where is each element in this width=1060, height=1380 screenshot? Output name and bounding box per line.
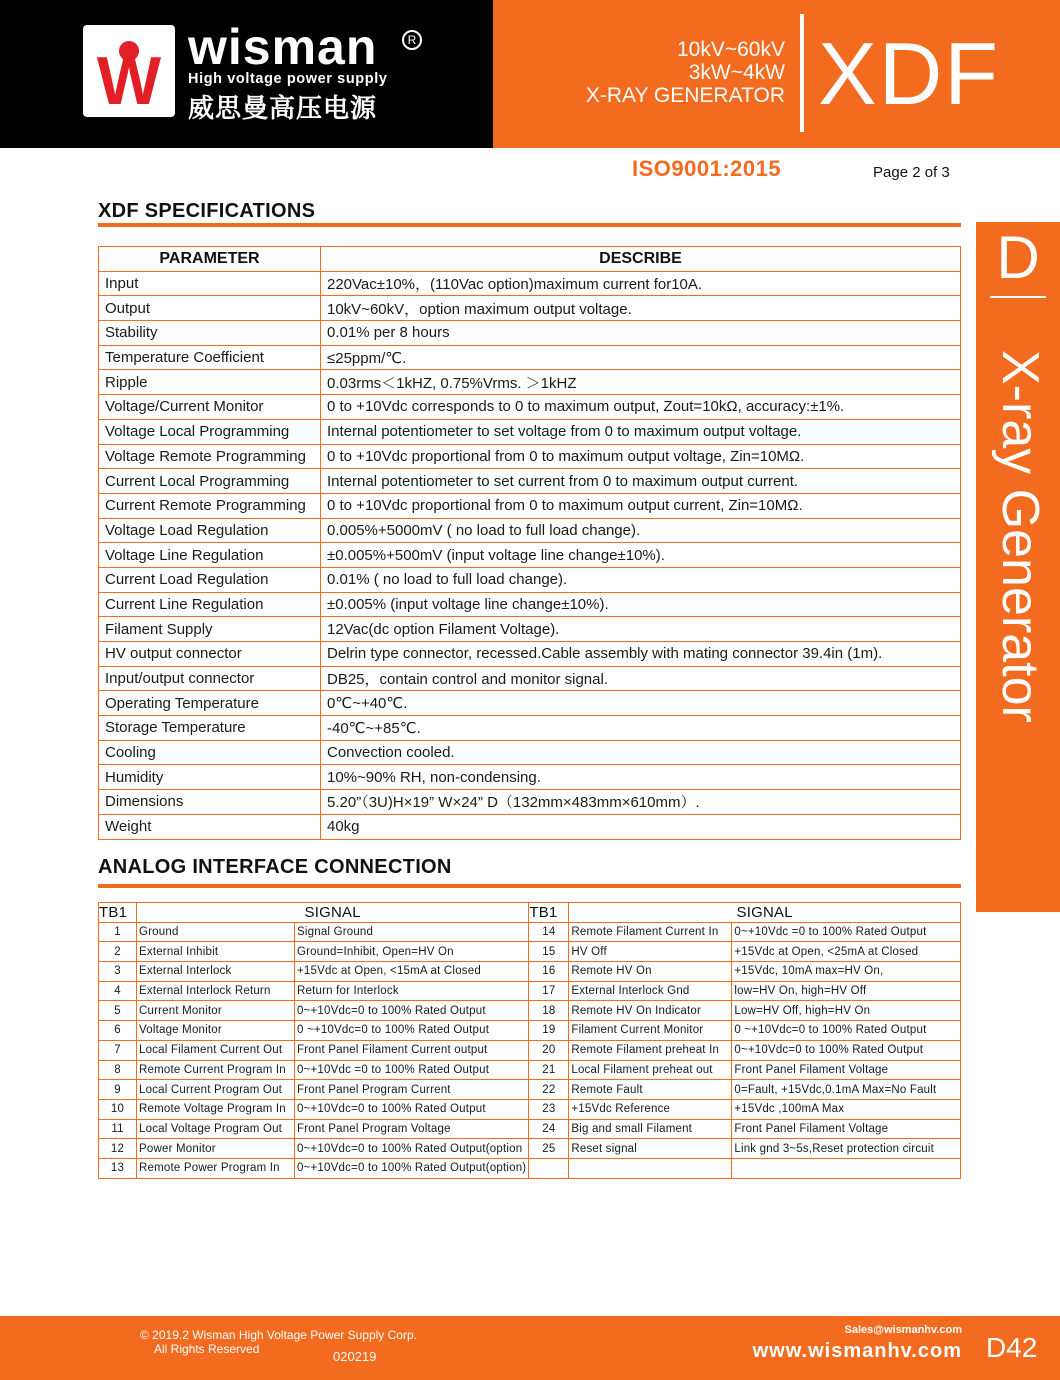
pin-signal: 0~+10Vdc =0 to 100% Rated Output	[295, 1060, 529, 1080]
footer-page-code: D42	[986, 1332, 1038, 1363]
pin-name: Local Filament preheat out	[569, 1060, 732, 1080]
pin-signal: 0~+10Vdc=0 to 100% Rated Output	[295, 1099, 529, 1119]
header-brand-panel	[0, 0, 493, 148]
spec-parameter: Output	[99, 296, 321, 321]
specs-title-rule	[98, 223, 961, 227]
interface-row	[99, 1021, 961, 1041]
pin-number: 11	[99, 1119, 137, 1139]
footer	[0, 1316, 1060, 1380]
brand-tagline: High voltage power supply	[188, 71, 388, 87]
spec-row	[99, 617, 961, 642]
side-tab-underline	[990, 296, 1046, 298]
pin-signal	[732, 1158, 961, 1178]
spec-power-range: 3kW~4kW	[688, 61, 785, 84]
col-signal-right: SIGNAL	[569, 903, 961, 923]
spec-description: Delrin type connector, recessed.Cable assembly with mating connector 39.4in (1m).	[321, 642, 961, 667]
spec-description: Internal potentiometer to set current from 0 to maximum output current.	[321, 469, 961, 494]
pin-signal: Front Panel Program Current	[295, 1080, 529, 1100]
interface-row	[99, 1060, 961, 1080]
pin-name: Local Current Program Out	[137, 1080, 295, 1100]
pin-name: Current Monitor	[137, 1001, 295, 1021]
interface-header-row	[99, 903, 961, 923]
pin-number: 4	[99, 981, 137, 1001]
pin-number: 18	[529, 1001, 569, 1021]
spec-row	[99, 469, 961, 494]
spec-row	[99, 395, 961, 420]
spec-parameter: Operating Temperature	[99, 691, 321, 716]
pin-number: 10	[99, 1099, 137, 1119]
pin-signal: Link gnd 3~5s,Reset protection circuit	[732, 1139, 961, 1159]
pin-signal: 0~+10Vdc=0 to 100% Rated Output(option)	[295, 1158, 529, 1178]
spec-parameter: Filament Supply	[99, 617, 321, 642]
pin-name: Remote HV On Indicator	[569, 1001, 732, 1021]
pin-number: 16	[529, 962, 569, 982]
spec-description: 0℃~+40℃.	[321, 691, 961, 716]
side-tab-label: X-ray Generator	[991, 350, 1049, 723]
spec-parameter: Voltage/Current Monitor	[99, 395, 321, 420]
interface-row	[99, 1139, 961, 1159]
spec-row	[99, 740, 961, 765]
header-divider	[800, 14, 804, 132]
spec-parameter: HV output connector	[99, 642, 321, 667]
interface-row	[99, 1099, 961, 1119]
model-name: XDF	[818, 24, 1000, 123]
logo-letter: W	[96, 43, 162, 119]
pin-number: 19	[529, 1021, 569, 1041]
spec-description: Internal potentiometer to set voltage from 0 to maximum output voltage.	[321, 419, 961, 444]
spec-row	[99, 567, 961, 592]
pin-number: 6	[99, 1021, 137, 1041]
spec-parameter: Current Line Regulation	[99, 592, 321, 617]
pin-number: 2	[99, 942, 137, 962]
interface-row	[99, 942, 961, 962]
spec-description: 0.03rms＜1kHZ, 0.75%Vrms. ＞1kHZ	[321, 370, 961, 395]
pin-number: 3	[99, 962, 137, 982]
pin-number: 24	[529, 1119, 569, 1139]
spec-description: -40℃~+85℃.	[321, 716, 961, 741]
pin-signal: 0~+10Vdc=0 to 100% Rated Output(option	[295, 1139, 529, 1159]
spec-row	[99, 296, 961, 321]
page-indicator: Page 2 of 3	[873, 164, 950, 181]
pin-number	[529, 1158, 569, 1178]
side-tab-letter: D	[996, 224, 1040, 291]
footer-copyright: © 2019.2 Wisman High Voltage Power Supply Corp.	[140, 1328, 417, 1342]
spec-parameter: Weight	[99, 814, 321, 839]
interface-row	[99, 1119, 961, 1139]
pin-name: External Inhibit	[137, 942, 295, 962]
spec-parameter: Voltage Line Regulation	[99, 543, 321, 568]
pin-name	[569, 1158, 732, 1178]
spec-parameter: Current Local Programming	[99, 469, 321, 494]
col-signal-left: SIGNAL	[137, 903, 529, 923]
footer-email-link[interactable]: Sales@wismanhv.com	[844, 1324, 962, 1336]
footer-doc-code: 020219	[333, 1349, 377, 1364]
pin-number: 9	[99, 1080, 137, 1100]
pin-name: External Interlock Gnd	[569, 981, 732, 1001]
spec-parameter: Temperature Coefficient	[99, 345, 321, 370]
spec-row	[99, 814, 961, 839]
spec-description: ±0.005% (input voltage line change±10%).	[321, 592, 961, 617]
spec-row	[99, 493, 961, 518]
spec-row	[99, 691, 961, 716]
pin-number: 12	[99, 1139, 137, 1159]
pin-name: Remote Power Program In	[137, 1158, 295, 1178]
spec-description: 0 to +10Vdc corresponds to 0 to maximum output, Zout=10kΩ, accuracy:±1%.	[321, 395, 961, 420]
pin-signal: 0=Fault, +15Vdc,0.1mA Max=No Fault	[732, 1080, 961, 1100]
pin-name: Remote HV On	[569, 962, 732, 982]
pin-signal: 0~+10Vdc=0 to 100% Rated Output	[732, 1040, 961, 1060]
spec-description: 0 to +10Vdc proportional from 0 to maximum output voltage, Zin=10MΩ.	[321, 444, 961, 469]
spec-row	[99, 592, 961, 617]
pin-signal: +15Vdc ,100mA Max	[732, 1099, 961, 1119]
spec-parameter: Current Remote Programming	[99, 493, 321, 518]
pin-number: 20	[529, 1040, 569, 1060]
spec-description: 0 to +10Vdc proportional from 0 to maximum output current, Zin=10MΩ.	[321, 493, 961, 518]
pin-signal: +15Vdc at Open, <15mA at Closed	[295, 962, 529, 982]
pin-name: Power Monitor	[137, 1139, 295, 1159]
col-tb1-left: TB1	[99, 903, 137, 923]
spec-parameter: Cooling	[99, 740, 321, 765]
pin-name: Local Voltage Program Out	[137, 1119, 295, 1139]
pin-signal: Ground=Inhibit, Open=HV On	[295, 942, 529, 962]
pin-name: Remote Current Program In	[137, 1060, 295, 1080]
spec-description: 220Vac±10%，(110Vac option)maximum current for10A.	[321, 271, 961, 296]
spec-parameter: Input/output connector	[99, 666, 321, 691]
pin-number: 15	[529, 942, 569, 962]
pin-number: 1	[99, 922, 137, 942]
interface-table	[98, 902, 961, 1179]
spec-row	[99, 642, 961, 667]
interface-row	[99, 1158, 961, 1178]
spec-row	[99, 345, 961, 370]
pin-number: 25	[529, 1139, 569, 1159]
spec-description: DB25，contain control and monitor signal.	[321, 666, 961, 691]
col-tb1-right: TB1	[529, 903, 569, 923]
spec-description: Convection cooled.	[321, 740, 961, 765]
spec-parameter: Humidity	[99, 765, 321, 790]
pin-signal: 0 ~+10Vdc=0 to 100% Rated Output	[295, 1021, 529, 1041]
interface-title-rule	[98, 884, 961, 888]
brand-chinese-name: 威思曼高压电源	[188, 93, 378, 123]
pin-number: 23	[529, 1099, 569, 1119]
pin-name: Voltage Monitor	[137, 1021, 295, 1041]
spec-description: ≤25ppm/℃.	[321, 345, 961, 370]
spec-row	[99, 419, 961, 444]
pin-signal: Signal Ground	[295, 922, 529, 942]
spec-row	[99, 271, 961, 296]
pin-signal: Front Panel Filament Voltage	[732, 1060, 961, 1080]
spec-row	[99, 765, 961, 790]
pin-signal: Low=HV Off, high=HV On	[732, 1001, 961, 1021]
pin-signal: Return for Interlock	[295, 981, 529, 1001]
pin-number: 14	[529, 922, 569, 942]
spec-description: 0.005%+5000mV ( no load to full load change).	[321, 518, 961, 543]
brand-name: wisman	[188, 19, 378, 75]
spec-description: 0.01% ( no load to full load change).	[321, 567, 961, 592]
pin-name: Filament Current Monitor	[569, 1021, 732, 1041]
pin-name: Remote Filament Current In	[569, 922, 732, 942]
pin-name: HV Off	[569, 942, 732, 962]
pin-name: External Interlock Return	[137, 981, 295, 1001]
pin-signal: +15Vdc, 10mA max=HV On,	[732, 962, 961, 982]
pin-number: 7	[99, 1040, 137, 1060]
iso-certification: ISO9001:2015	[632, 156, 782, 181]
wisman-logo	[83, 25, 175, 117]
spec-parameter: Voltage Load Regulation	[99, 518, 321, 543]
spec-row	[99, 321, 961, 346]
col-parameter: PARAMETER	[99, 247, 321, 272]
spec-description: ±0.005%+500mV (input voltage line change±10%).	[321, 543, 961, 568]
pin-signal: Front Panel Filament Voltage	[732, 1119, 961, 1139]
registered-mark-icon: R	[402, 30, 422, 50]
spec-parameter: Dimensions	[99, 790, 321, 815]
footer-rights: All Rights Reserved	[154, 1342, 260, 1356]
spec-row	[99, 716, 961, 741]
footer-website-link[interactable]: www.wismanhv.com	[752, 1340, 962, 1362]
pin-number: 21	[529, 1060, 569, 1080]
specs-title: XDF SPECIFICATIONS	[98, 200, 316, 222]
pin-name: Reset signal	[569, 1139, 732, 1159]
spec-product-type: X-RAY GENERATOR	[585, 84, 785, 107]
interface-row	[99, 1040, 961, 1060]
interface-title: ANALOG INTERFACE CONNECTION	[98, 856, 452, 878]
pin-name: Big and small Filament	[569, 1119, 732, 1139]
spec-parameter: Stability	[99, 321, 321, 346]
pin-signal: 0 ~+10Vdc=0 to 100% Rated Output	[732, 1021, 961, 1041]
spec-description: 5.20”（3U)H×19” W×24” D（132mm×483mm×610mm）.	[321, 790, 961, 815]
pin-signal: 0~+10Vdc =0 to 100% Rated Output	[732, 922, 961, 942]
pin-name: External Interlock	[137, 962, 295, 982]
col-describe: DESCRIBE	[321, 247, 961, 272]
spec-description: 10%~90% RH, non-condensing.	[321, 765, 961, 790]
pin-name: +15Vdc Reference	[569, 1099, 732, 1119]
pin-signal: low=HV On, high=HV Off	[732, 981, 961, 1001]
spec-description: 10kV~60kV，option maximum output voltage.	[321, 296, 961, 321]
spec-description: 40kg	[321, 814, 961, 839]
interface-row	[99, 981, 961, 1001]
interface-row	[99, 962, 961, 982]
pin-signal: 0~+10Vdc=0 to 100% Rated Output	[295, 1001, 529, 1021]
pin-name: Remote Voltage Program In	[137, 1099, 295, 1119]
spec-description: 12Vac(dc option Filament Voltage).	[321, 617, 961, 642]
pin-name: Local Filament Current Out	[137, 1040, 295, 1060]
spec-row	[99, 370, 961, 395]
side-tab	[976, 222, 1060, 912]
spec-parameter: Voltage Remote Programming	[99, 444, 321, 469]
spec-row	[99, 790, 961, 815]
spec-voltage-range: 10kV~60kV	[677, 38, 785, 61]
spec-description: 0.01% per 8 hours	[321, 321, 961, 346]
pin-name: Ground	[137, 922, 295, 942]
specs-table	[98, 246, 961, 840]
pin-signal: +15Vdc at Open, <25mA at Closed	[732, 942, 961, 962]
spec-parameter: Input	[99, 271, 321, 296]
specs-header-row	[99, 247, 961, 272]
spec-parameter: Ripple	[99, 370, 321, 395]
pin-name: Remote Fault	[569, 1080, 732, 1100]
header-spec-lines	[586, 38, 785, 107]
pin-signal: Front Panel Program Voltage	[295, 1119, 529, 1139]
pin-number: 17	[529, 981, 569, 1001]
pin-signal: Front Panel Filament Current output	[295, 1040, 529, 1060]
interface-row	[99, 1001, 961, 1021]
pin-number: 5	[99, 1001, 137, 1021]
spec-parameter: Voltage Local Programming	[99, 419, 321, 444]
pin-name: Remote Filament preheat In	[569, 1040, 732, 1060]
spec-parameter: Storage Temperature	[99, 716, 321, 741]
pin-number: 8	[99, 1060, 137, 1080]
interface-row	[99, 922, 961, 942]
spec-row	[99, 666, 961, 691]
pin-number: 13	[99, 1158, 137, 1178]
spec-row	[99, 444, 961, 469]
interface-row	[99, 1080, 961, 1100]
pin-number: 22	[529, 1080, 569, 1100]
spec-parameter: Current Load Regulation	[99, 567, 321, 592]
spec-row	[99, 518, 961, 543]
spec-row	[99, 543, 961, 568]
